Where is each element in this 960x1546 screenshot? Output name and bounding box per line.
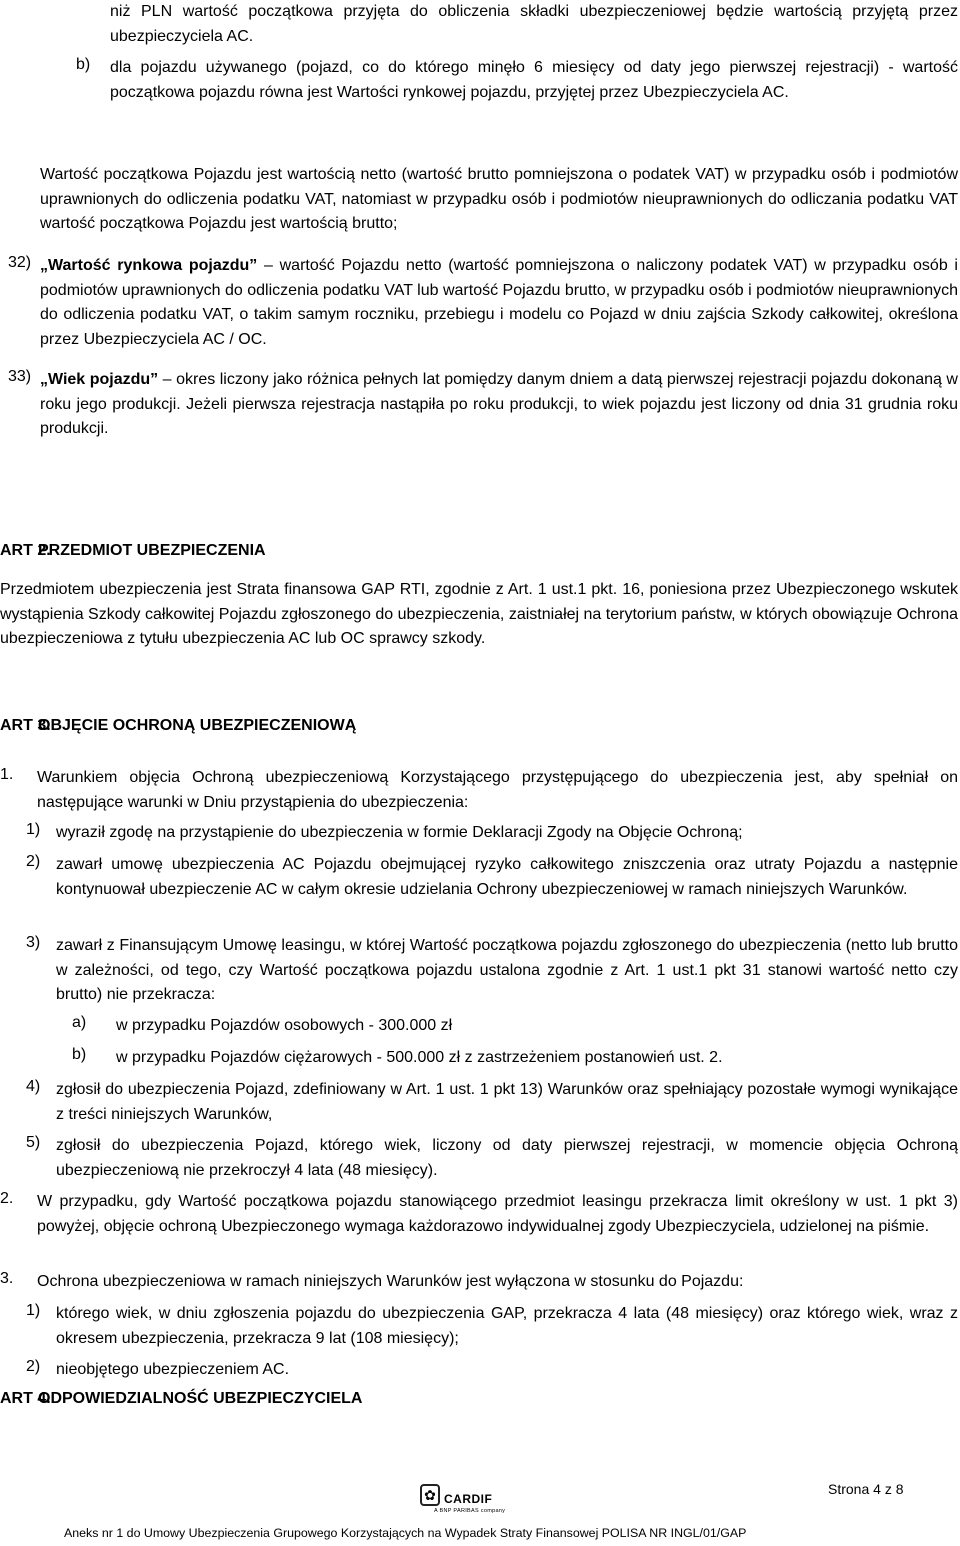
logo-mark-icon: ✿ xyxy=(420,1484,440,1506)
footer-text: Aneks nr 1 do Umowy Ubezpieczenia Grupowego Korzystających na Wypadek Straty Finansowej POLISA NR INGL/01/GAP xyxy=(64,1526,747,1540)
section-number: 3. xyxy=(0,1270,14,1287)
paragraph-netto-note: Wartość początkowa Pojazdu jest wartością netto (wartość brutto pomniejszona o podatek VAT) w przypadku osób i podmiotów uprawnionych do odliczenia podatku VAT, natomiast w przypadku osób i podmiotów nieuprawnionych do odliczania podatku VAT wartość początkowa Pojazdu jest wartością brutto; xyxy=(40,166,958,232)
sub-item-letter: a) xyxy=(72,1014,87,1031)
list-item: zgłosił do ubezpieczenia Pojazd, zdefiniowany w Art. 1 ust. 1 pkt 13) Warunków oraz spełniający pozostałe wymogi wynikające z treści niniejszych Warunków, xyxy=(56,1081,958,1123)
list-item-number: 3) xyxy=(26,934,41,951)
list-item: zawarł umowę ubezpieczenia AC Pojazdu obejmującej ryzyko całkowitego zniszczenia oraz utraty Pojazdu a następnie kontynuował ubezpieczenie AC w całym okresie udzielania Ochrony ubezpieczeniowej w ramach niniejszych Warunków. xyxy=(56,856,958,898)
list-item: wyraził zgodę na przystąpienie do ubezpieczenia w formie Deklaracji Zgody na Objęcie Ochroną; xyxy=(56,824,743,841)
list-item-number: 1) xyxy=(26,821,41,838)
logo-name: CARDIF xyxy=(444,1492,493,1506)
section-number: 2. xyxy=(0,1190,14,1207)
definition-term: „ Wiek pojazdu ” xyxy=(40,371,158,388)
article-number: ART 2. xyxy=(0,542,51,559)
definition-text: wartość Pojazdu netto (wartość pomniejszona o naliczony podatek VAT) w przypadku osób i podmiotów uprawnionych do odliczenia podatku VAT lub wartość Pojazdu brutto, w przypadku osób i podmiotów nieuprawnionych do odliczenia podatku VAT, o takim samym roczniku, przebiegu i modelu co Pojazd w dniu zajścia Szkody całkowitej, określona przez Ubezpieczyciela AC / OC. xyxy=(40,257,958,348)
section-number: 1. xyxy=(0,766,14,783)
definition-32 xyxy=(40,254,958,352)
section-1-text: Warunkiem objęcia Ochroną ubezpieczeniową Korzystającego przystępującego do ubezpieczenia jest, aby spełniał on następujące warunki w Dniu przystąpienia do ubezpieczenia: xyxy=(37,769,958,811)
sub-item: w przypadku Pojazdów ciężarowych - 500.000 zł z zastrzeżeniem postanowień ust. 2. xyxy=(116,1049,723,1066)
item-letter: b) xyxy=(76,56,91,73)
section-2-text: W przypadku, gdy Wartość początkowa pojazdu stanowiącego przedmiot leasingu przekracza limit określony w ust. 1 pkt 3) powyżej, objęcie ochroną Ubezpieczonego wymaga każdorazowo indywidualnej zgody Ubezpieczyciela, udzielonej na piśmie. xyxy=(37,1193,958,1235)
list-item-number: 2) xyxy=(26,853,41,870)
article-title: PRZEDMIOT UBEZPIECZENIA xyxy=(38,542,266,559)
list-item: zgłosił do ubezpieczenia Pojazd, którego wiek, liczony od daty pierwszej rejestracji, w momencie objęcia Ochroną ubezpieczeniową nie przekroczył 4 lata (48 miesięcy). xyxy=(56,1137,958,1179)
sub-item: w przypadku Pojazdów osobowych - 300.000 zł xyxy=(116,1017,453,1034)
definition-number: 32) xyxy=(8,254,32,271)
article-heading xyxy=(0,542,266,560)
definition-number: 33) xyxy=(8,368,32,385)
sub-item-letter: b) xyxy=(72,1046,87,1063)
definition-term: „ Wartość rynkowa pojazdu ” xyxy=(40,257,257,274)
list-item-number: 1) xyxy=(26,1302,41,1319)
paragraph-b: dla pojazdu używanego (pojazd, co do którego minęło 6 miesięcy od daty jego pierwszej rejestracji) - wartość początkowa pojazdu równa jest Wartości rynkowej pojazdu, przyjętej przez Ubezpieczyciela AC. xyxy=(110,59,958,101)
definition-dash: – xyxy=(264,257,273,274)
list-item: zawarł z Finansującym Umowę leasingu, w której Wartość początkowa pojazdu zgłoszonego do ubezpieczenia (netto lub brutto w zależności, od tego, czy Wartość początkowa pojazdu ustalona zgodnie z Art. 1 ust.1 pkt 31 stanowi wartość netto czy brutto) nie przekracza: xyxy=(56,937,958,1003)
list-item: którego wiek, w dniu zgłoszenia pojazdu do ubezpieczenia GAP, przekracza 4 lata (48 miesięcy) oraz którego wiek, wraz z okresem ubezpieczenia, przekracza 9 lat (108 miesięcy); xyxy=(56,1305,958,1347)
definition-text: okres liczony jako różnica pełnych lat pomiędzy danym dniem a datą pierwszej rejestracji pojazdu dokonaną w roku jego produkcji. Jeżeli pierwsza rejestracja nastąpiła po roku produkcji, to wiek pojazdu jest liczony od dnia 31 grudnia roku produkcji. xyxy=(40,371,958,437)
list-item-number: 4) xyxy=(26,1078,41,1095)
article-2-text: Przedmiotem ubezpieczenia jest Strata finansowa GAP RTI, zgodnie z Art. 1 ust.1 pkt. 16, poniesiona przez Ubezpieczonego wskutek wystąpienia Szkody całkowitej Pojazdu zgłoszonego do ubezpieczenia, zaistniałej na terytorium państw, w których obowiązuje Ochrona ubezpieczeniowa z tytułu ubezpieczenia AC lub OC sprawcy szkody. xyxy=(0,581,958,647)
article-title: ODPOWIEDZIALNOŚĆ UBEZPIECZYCIELA xyxy=(38,1390,363,1407)
definition-33 xyxy=(40,368,958,442)
logo-tagline: A BNP PARIBAS company xyxy=(434,1508,506,1514)
paragraph-a-tail: niż PLN wartość początkowa przyjęta do obliczenia składki ubezpieczeniowej będzie wartością przyjętą przez ubezpieczyciela AC. xyxy=(110,3,958,45)
article-heading xyxy=(0,717,356,735)
list-item-number: 5) xyxy=(26,1134,41,1151)
article-number: ART 4. xyxy=(0,1390,51,1407)
list-item: nieobjętego ubezpieczeniem AC. xyxy=(56,1361,290,1378)
article-title: OBJĘCIE OCHRONĄ UBEZPIECZENIOWĄ xyxy=(38,717,357,734)
page-number: Strona 4 z 8 xyxy=(828,1481,904,1497)
cardif-logo xyxy=(418,1484,512,1520)
article-heading xyxy=(0,1390,362,1408)
section-3-text: Ochrona ubezpieczeniowa w ramach niniejszych Warunków jest wyłączona w stosunku do Pojazdu: xyxy=(37,1273,744,1290)
definition-dash: – xyxy=(162,371,172,388)
list-item-number: 2) xyxy=(26,1358,41,1375)
article-number: ART 3. xyxy=(0,717,51,734)
